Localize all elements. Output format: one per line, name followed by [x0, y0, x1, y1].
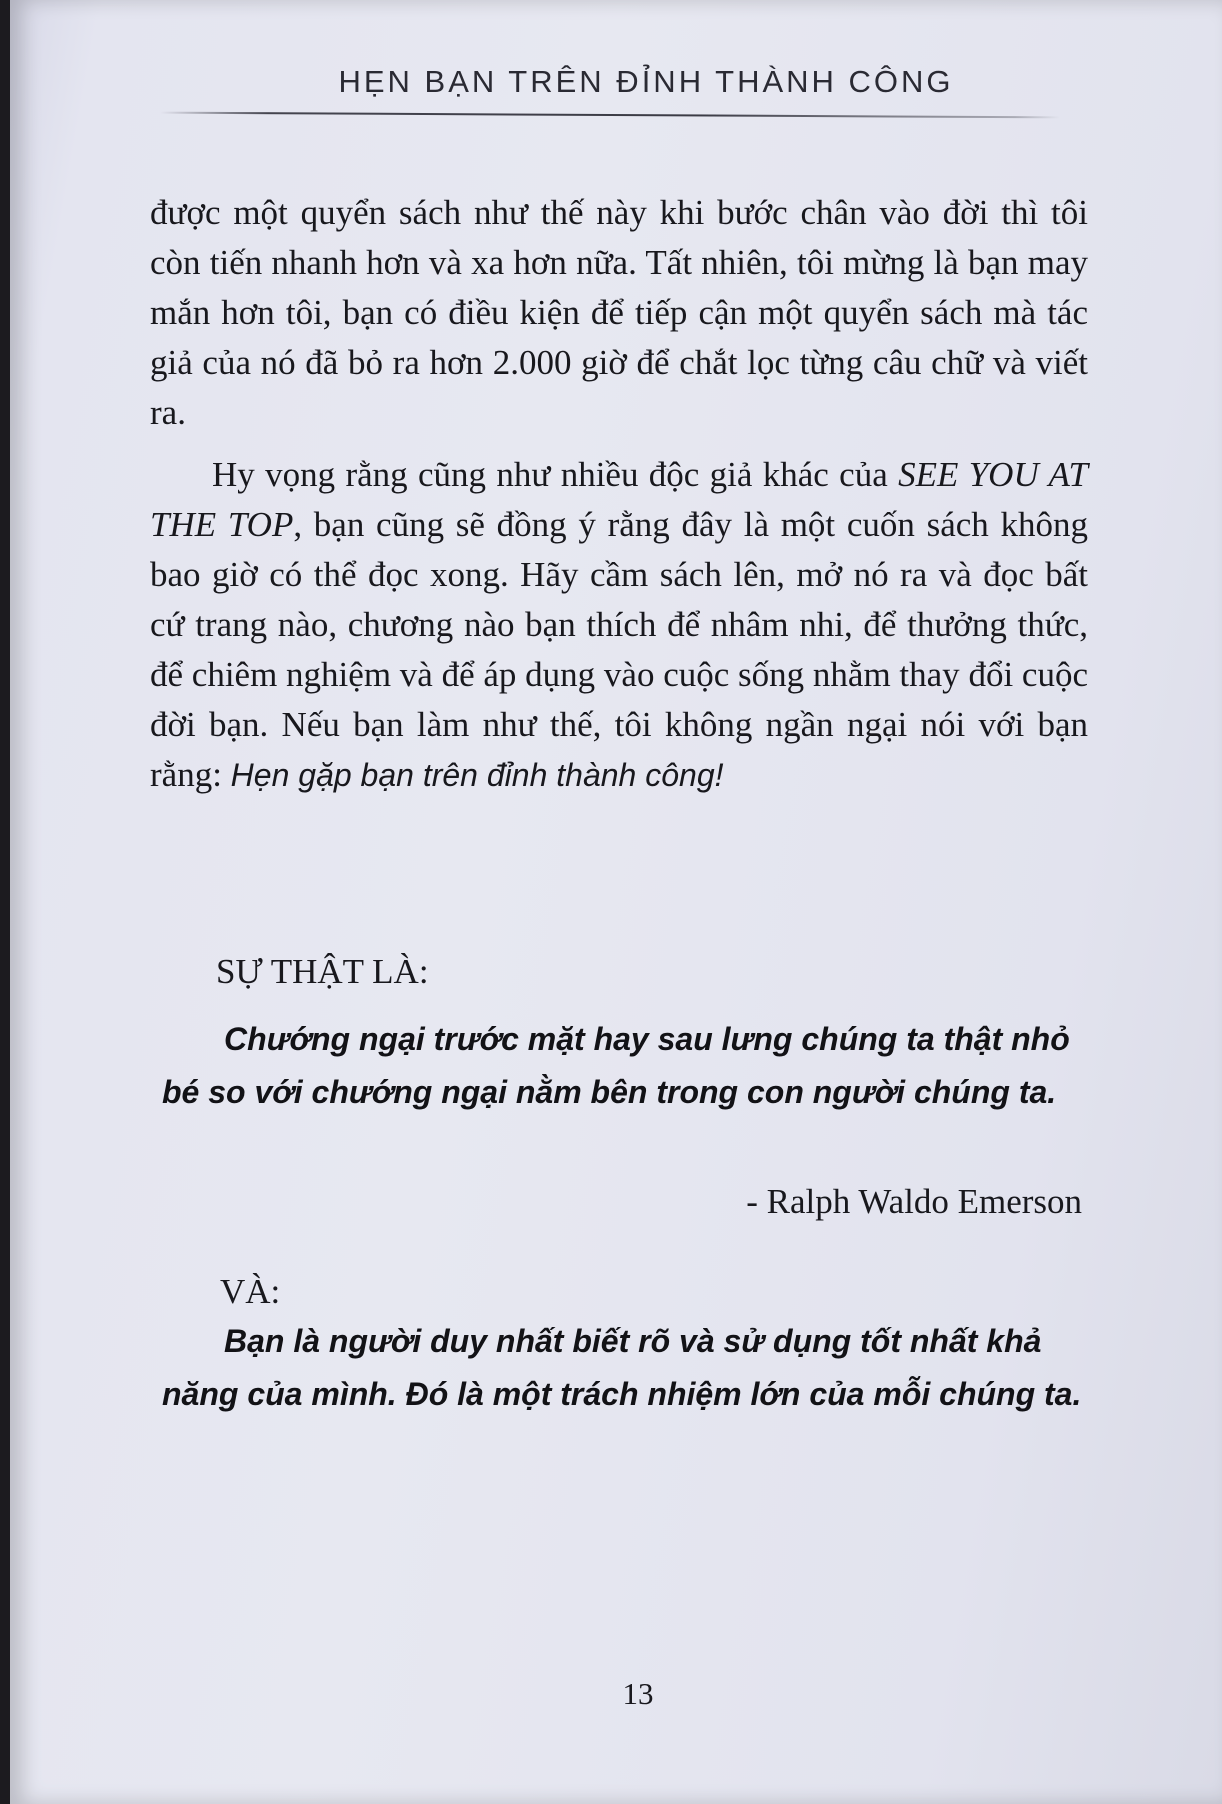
book-page	[10, 0, 1222, 1804]
quote-2-text: Bạn là người duy nhất biết rõ và sử dụng tốt nhất khả năng của mình. Đó là một trách nhiệm lớn của mỗi chúng ta.	[162, 1323, 1082, 1412]
paragraph-2-middle: , bạn cũng sẽ đồng ý rằng đây là một cuốn sách không bao giờ có thể đọc xong. Hãy cầm sách lên, mở nó ra và đọc bất cứ trang nào, chương nào bạn thích để nhâm nhi, để thưởng thức, để chiêm nghiệm và để áp dụng vào cuộc sống nhằm thay đổi cuộc đời bạn. Nếu bạn làm như thế, tôi không ngần ngại nói với bạn rằng:	[150, 505, 1088, 794]
paragraph-2	[150, 450, 1088, 800]
quote-1-label: SỰ THẬT LÀ:	[216, 952, 429, 991]
header-rule	[160, 112, 1060, 119]
closing-phrase: Hẹn gặp bạn trên đỉnh thành công!	[230, 757, 724, 793]
quote-2-label: VÀ:	[220, 1272, 281, 1311]
paragraph-2-start: Hy vọng rằng cũng như nhiều độc giả khác của	[212, 455, 899, 494]
quote-1-text: Chướng ngại trước mặt hay sau lưng chúng ta thật nhỏ bé so với chướng ngại nằm bên trong con người chúng ta.	[162, 1021, 1070, 1110]
page-number: 13	[622, 1676, 654, 1711]
quote-1-attribution: - Ralph Waldo Emerson	[746, 1182, 1082, 1221]
main-text	[150, 188, 1088, 812]
running-header-title: HẸN BẠN TRÊN ĐỈNH THÀNH CÔNG	[338, 64, 954, 99]
paragraph-1: được một quyển sách như thế này khi bước chân vào đời thì tôi còn tiến nhanh hơn và xa hơn nữa. Tất nhiên, tôi mừng là bạn may mắn hơn tôi, bạn có điều kiện để tiếp cận một quyển sách mà tác giả của nó đã bỏ ra hơn 2.000 giờ để chắt lọc từng câu chữ và viết ra.	[150, 193, 1088, 432]
book-title: SEE YOU AT THE TOP	[150, 455, 1088, 544]
